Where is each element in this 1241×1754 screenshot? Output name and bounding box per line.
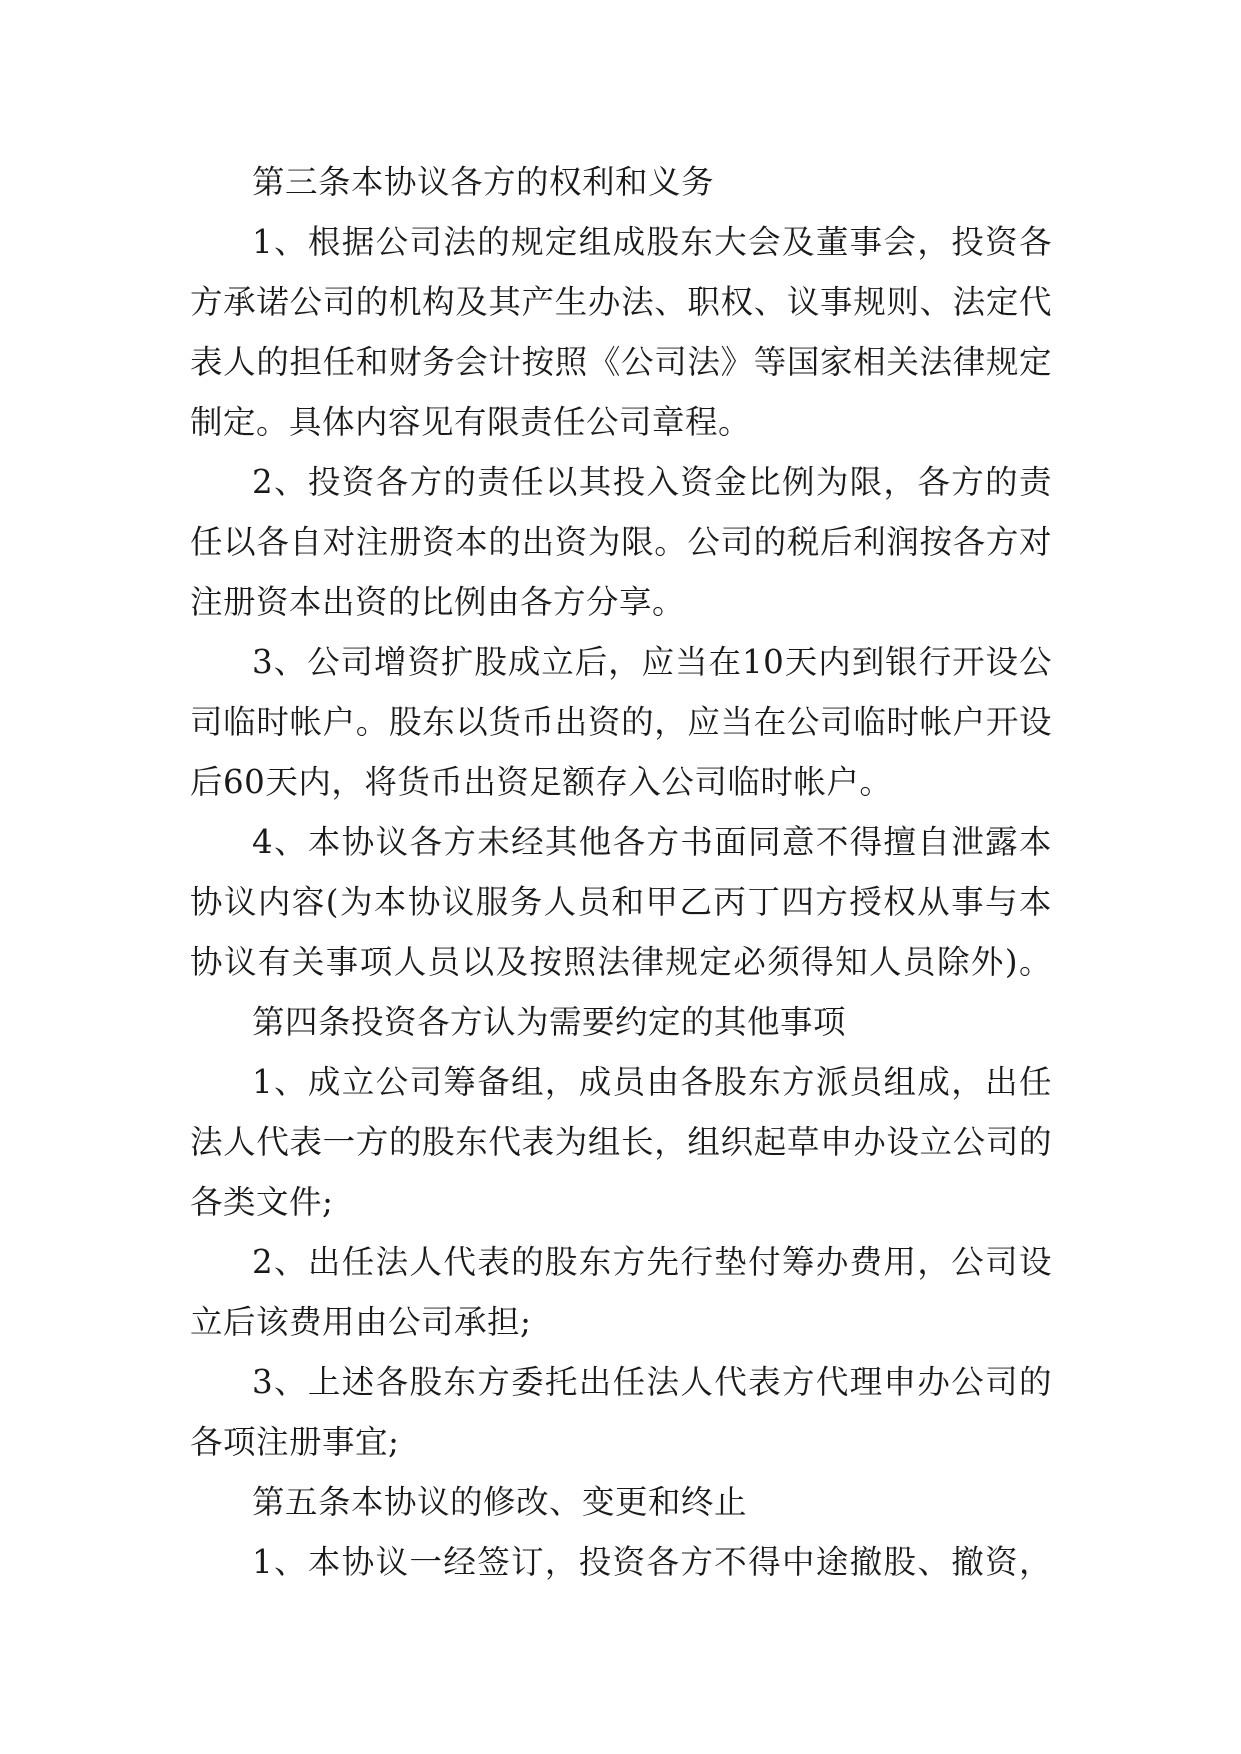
paragraph-line: 各类文件; xyxy=(190,1183,334,1221)
article-3-heading: 第三条本协议各方的权利和义务 xyxy=(252,163,715,201)
paragraph-line: 任以各自对注册资本的出资为限。公司的税后利润按各方对 xyxy=(190,523,1052,561)
paragraph-line: 后60天内，将货币出资足额存入公司临时帐户。 xyxy=(190,763,893,801)
paragraph-line: 4、本协议各方未经其他各方书面同意不得擅自泄露本 xyxy=(252,823,1052,861)
article-4-heading: 第四条投资各方认为需要约定的其他事项 xyxy=(252,1003,847,1041)
paragraph-line: 制定。具体内容见有限责任公司章程。 xyxy=(190,403,752,441)
paragraph-line: 立后该费用由公司承担; xyxy=(190,1303,532,1341)
article-5-heading: 第五条本协议的修改、变更和终止 xyxy=(252,1483,748,1521)
paragraph-line: 3、上述各股东方委托出任法人代表方代理申办公司的 xyxy=(252,1363,1052,1401)
paragraph-line: 各项注册事宜; xyxy=(190,1423,400,1461)
paragraph-line: 2、投资各方的责任以其投入资金比例为限，各方的责 xyxy=(252,463,1052,501)
paragraph-line: 注册资本出资的比例由各方分享。 xyxy=(190,583,686,621)
paragraph-line: 协议有关事项人员以及按照法律规定必须得知人员除外)。 xyxy=(190,943,1052,981)
paragraph-line: 表人的担任和财务会计按照《公司法》等国家相关法律规定 xyxy=(190,343,1052,381)
paragraph-line: 1、本协议一经签订，投资各方不得中途撤股、撤资， xyxy=(252,1543,1052,1581)
paragraph-line: 协议内容(为本协议服务人员和甲乙丙丁四方授权从事与本 xyxy=(190,883,1052,921)
paragraph-line: 法人代表一方的股东代表为组长，组织起草申办设立公司的 xyxy=(190,1123,1052,1161)
paragraph-line: 1、根据公司法的规定组成股东大会及董事会，投资各 xyxy=(252,223,1052,261)
paragraph-line: 方承诺公司的机构及其产生办法、职权、议事规则、法定代 xyxy=(190,283,1052,321)
paragraph-line: 3、公司增资扩股成立后，应当在10天内到银行开设公 xyxy=(252,643,1052,681)
paragraph-line: 司临时帐户。股东以货币出资的，应当在公司临时帐户开设 xyxy=(190,703,1052,741)
paragraph-line: 2、出任法人代表的股东方先行垫付筹办费用，公司设 xyxy=(252,1243,1052,1281)
paragraph-line: 1、成立公司筹备组，成员由各股东方派员组成，出任 xyxy=(252,1063,1052,1101)
